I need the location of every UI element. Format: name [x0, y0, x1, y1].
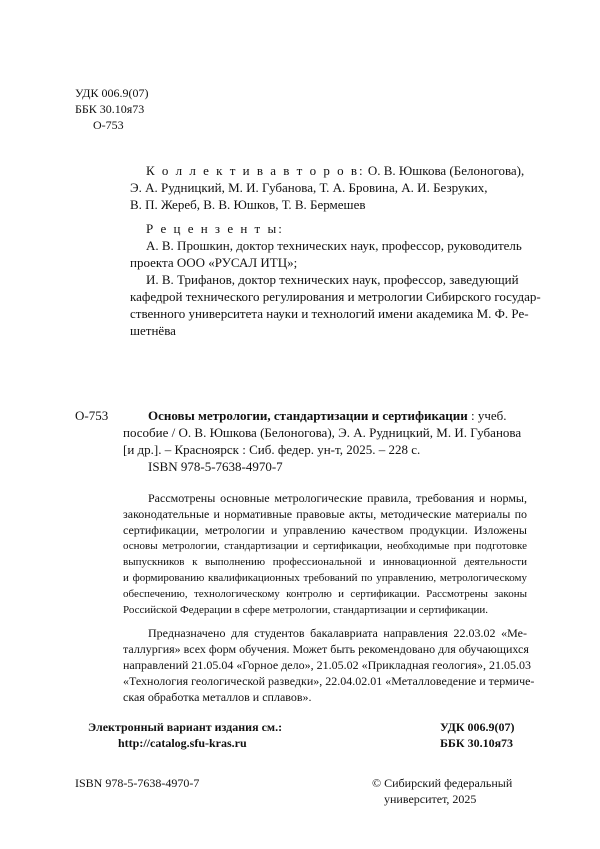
copyright-line-1: © Сибирский федеральный	[372, 776, 513, 790]
abstract-line: обеспечению, технологическому контролю и сертификации. Рассмотрены законы	[123, 588, 527, 600]
ebook-label: Электронный вариант издания см.:	[88, 720, 283, 734]
bib-line-1-rest: : учеб.	[467, 408, 507, 423]
isbn-footer: ISBN 978-5-7638-4970-7	[75, 776, 200, 790]
abstract-line: основы метрологии, стандартизации и сертификации, необходимые при подготовке	[123, 540, 527, 552]
reviewer-line-2: проекта ООО «РУСАЛ ИТЦ»;	[130, 255, 298, 270]
udk-footer: УДК 006.9(07)	[440, 720, 515, 734]
bib-line-2: пособие / О. В. Юшкова (Белоногова), Э. А. Рудницкий, М. И. Губанова	[123, 425, 522, 440]
abstract-line: сертификации, метрологии и управлению качеством продукции. Изложены	[123, 523, 527, 537]
ebook-link[interactable]: http://catalog.sfu-kras.ru	[118, 736, 247, 750]
bib-isbn: ISBN 978-5-7638-4970-7	[148, 459, 283, 474]
authors-label: К о л л е к т и в а в т о р о в:	[146, 163, 365, 178]
bib-line-3: [и др.]. – Красноярск : Сиб. федер. ун-т, 2025. – 228 с.	[123, 442, 421, 457]
abstract-line: Рассмотрены основные метрологические правила, требования и нормы,	[148, 491, 527, 505]
author-mark-top: О-753	[93, 118, 124, 132]
bbk-footer: ББК 30.10я73	[440, 736, 514, 750]
copyright-line-2: университет, 2025	[384, 792, 477, 806]
reviewer-line-5: ственного университета науки и технологий имени академика М. Ф. Ре-	[130, 306, 529, 321]
reviewer-line-3: И. В. Трифанов, доктор технических наук, профессор, заведующий	[146, 272, 519, 287]
purpose-line: «Технология геологической разведки», 22.04.02.01 «Металловедение и термиче-	[123, 674, 535, 688]
bib-author-mark: О-753	[75, 408, 109, 423]
abstract-line: законодательные и нормативные правовые акты, методические материалы по	[123, 507, 527, 521]
reviewer-line-1: А. В. Прошкин, доктор технических наук, профессор, руководитель	[146, 238, 522, 253]
bbk-top: ББК 30.10я73	[75, 102, 145, 116]
udk-top: УДК 006.9(07)	[75, 86, 149, 100]
reviewer-line-4: кафедрой технического регулирования и метрологии Сибирского государ-	[130, 289, 541, 304]
authors-line-1: О. В. Юшкова (Белоногова),	[367, 163, 525, 178]
purpose-line: Предназначено для студентов бакалавриата направления 22.03.02 «Ме-	[148, 626, 527, 640]
purpose-line: таллургия» всех форм обучения. Может быть рекомендовано для обучающихся	[123, 642, 529, 656]
authors-line-3: В. П. Жереб, В. В. Юшков, Т. В. Бермешев	[130, 197, 366, 212]
purpose-line-last: ская обработка металлов и сплавов».	[123, 690, 312, 704]
book-title: Основы метрологии, стандартизации и сертификации	[148, 408, 468, 423]
abstract-line-last: Российской Федерации в сфере метрологии, стандартизации и сертификации.	[123, 604, 489, 616]
purpose-line: направлений 21.05.04 «Горное дело», 21.05.02 «Прикладная геология», 21.05.03	[123, 658, 532, 672]
abstract-line: и формированию квалификационных требований по управлению, метрологическому	[123, 572, 527, 584]
reviewer-line-6: шетнёва	[130, 323, 176, 338]
abstract-line: выпускников к выполнению профессиональной и инновационной деятельности	[123, 556, 527, 568]
authors-line-2: Э. А. Рудницкий, М. И. Губанова, Т. А. Бровина, А. И. Безруких,	[130, 180, 488, 195]
reviewers-label: Р е ц е н з е н т ы:	[146, 221, 284, 236]
